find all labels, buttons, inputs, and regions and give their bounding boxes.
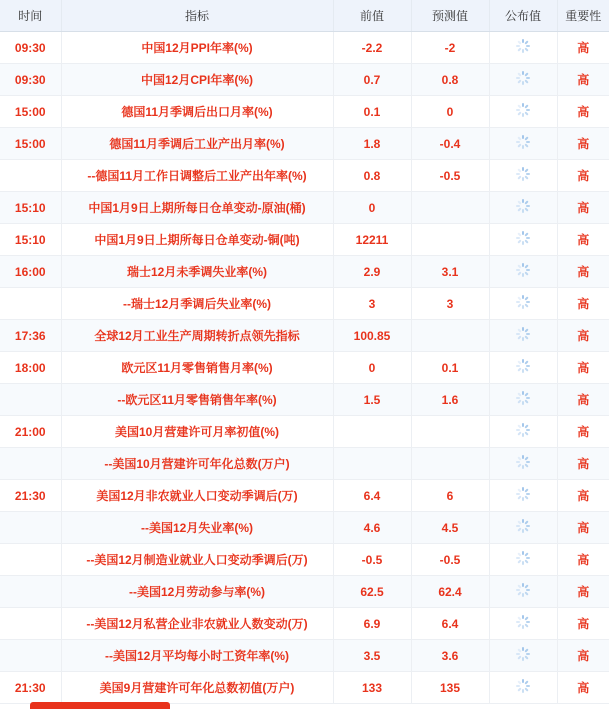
cell-forecast-value: 6 xyxy=(411,480,489,512)
cell-forecast-value: 1.6 xyxy=(411,384,489,416)
loading-spinner-icon xyxy=(516,327,530,341)
cell-forecast-value xyxy=(411,416,489,448)
cell-time: 15:00 xyxy=(0,96,61,128)
cell-time: 16:00 xyxy=(0,256,61,288)
cell-previous-value xyxy=(333,448,411,480)
column-header-time: 时间 xyxy=(0,0,61,32)
cell-previous-value: 0 xyxy=(333,352,411,384)
cell-actual-value xyxy=(489,576,557,608)
cell-importance: 高 xyxy=(557,64,609,96)
cell-forecast-value: 3.6 xyxy=(411,640,489,672)
loading-spinner-icon xyxy=(516,39,530,53)
cell-forecast-value: -0.5 xyxy=(411,544,489,576)
cell-importance: 高 xyxy=(557,672,609,704)
cell-forecast-value: 6.4 xyxy=(411,608,489,640)
table-row[interactable] xyxy=(0,320,609,352)
cell-importance: 高 xyxy=(557,320,609,352)
loading-spinner-icon xyxy=(516,647,530,661)
cell-actual-value xyxy=(489,64,557,96)
cell-forecast-value: 3 xyxy=(411,288,489,320)
cell-importance: 高 xyxy=(557,288,609,320)
cell-time xyxy=(0,288,61,320)
table-row[interactable] xyxy=(0,480,609,512)
cell-indicator-name[interactable]: 美国10月营建许可月率初值(%) xyxy=(61,416,333,448)
loading-spinner-icon xyxy=(516,583,530,597)
cell-time: 09:30 xyxy=(0,64,61,96)
table-row[interactable] xyxy=(0,192,609,224)
loading-spinner-icon xyxy=(516,295,530,309)
table-row[interactable] xyxy=(0,416,609,448)
cell-actual-value xyxy=(489,544,557,576)
column-header-previous: 前值 xyxy=(333,0,411,32)
cell-forecast-value xyxy=(411,224,489,256)
cell-time: 09:30 xyxy=(0,32,61,64)
cell-importance: 高 xyxy=(557,608,609,640)
cell-actual-value xyxy=(489,192,557,224)
cell-indicator-name[interactable]: 美国12月非农就业人口变动季调后(万) xyxy=(61,480,333,512)
cell-previous-value: 2.9 xyxy=(333,256,411,288)
loading-spinner-icon xyxy=(516,519,530,533)
cell-time xyxy=(0,512,61,544)
cell-indicator-name[interactable]: 瑞士12月未季调失业率(%) xyxy=(61,256,333,288)
cell-importance: 高 xyxy=(557,256,609,288)
loading-spinner-icon xyxy=(516,455,530,469)
cell-indicator-name[interactable]: 欧元区11月零售销售月率(%) xyxy=(61,352,333,384)
cell-forecast-value: -0.4 xyxy=(411,128,489,160)
cell-previous-value: 0.1 xyxy=(333,96,411,128)
loading-spinner-icon xyxy=(516,103,530,117)
cell-actual-value xyxy=(489,224,557,256)
cell-actual-value xyxy=(489,608,557,640)
cell-forecast-value: 0 xyxy=(411,96,489,128)
cell-time: 15:10 xyxy=(0,192,61,224)
cell-indicator-name[interactable]: --美国10月营建许可年化总数(万户) xyxy=(61,448,333,480)
cell-previous-value: 0.7 xyxy=(333,64,411,96)
loading-spinner-icon xyxy=(516,231,530,245)
cell-actual-value xyxy=(489,512,557,544)
cell-forecast-value: -0.5 xyxy=(411,160,489,192)
cell-previous-value: 0 xyxy=(333,192,411,224)
cell-previous-value: -2.2 xyxy=(333,32,411,64)
column-header-forecast: 预测值 xyxy=(411,0,489,32)
cell-time xyxy=(0,576,61,608)
cell-previous-value: 0.8 xyxy=(333,160,411,192)
column-header-importance: 重要性 xyxy=(557,0,609,32)
table-row[interactable] xyxy=(0,544,609,576)
loading-spinner-icon xyxy=(516,615,530,629)
table-row[interactable] xyxy=(0,160,609,192)
cell-time xyxy=(0,448,61,480)
cell-time xyxy=(0,608,61,640)
loading-spinner-icon xyxy=(516,199,530,213)
cell-importance: 高 xyxy=(557,544,609,576)
cell-actual-value xyxy=(489,128,557,160)
table-row[interactable] xyxy=(0,256,609,288)
cell-previous-value: 4.6 xyxy=(333,512,411,544)
cell-indicator-name[interactable]: 中国1月9日上期所每日仓单变动-原油(桶) xyxy=(61,192,333,224)
cell-importance: 高 xyxy=(557,128,609,160)
cell-forecast-value: 4.5 xyxy=(411,512,489,544)
cell-indicator-name[interactable]: --美国12月制造业就业人口变动季调后(万) xyxy=(61,544,333,576)
loading-spinner-icon xyxy=(516,487,530,501)
cell-actual-value xyxy=(489,256,557,288)
cell-actual-value xyxy=(489,384,557,416)
bottom-partial-banner xyxy=(0,702,609,709)
cell-time xyxy=(0,640,61,672)
cell-actual-value xyxy=(489,448,557,480)
loading-spinner-icon xyxy=(516,679,530,693)
loading-spinner-icon xyxy=(516,263,530,277)
column-header-actual: 公布值 xyxy=(489,0,557,32)
cell-previous-value: 133 xyxy=(333,672,411,704)
cell-indicator-name[interactable]: 德国11月季调后工业产出月率(%) xyxy=(61,128,333,160)
cell-indicator-name[interactable]: --瑞士12月季调后失业率(%) xyxy=(61,288,333,320)
table-row[interactable] xyxy=(0,128,609,160)
cell-actual-value xyxy=(489,672,557,704)
cell-forecast-value xyxy=(411,320,489,352)
cell-time: 21:30 xyxy=(0,672,61,704)
cell-indicator-name[interactable]: 中国1月9日上期所每日仓单变动-铜(吨) xyxy=(61,224,333,256)
cell-previous-value: 1.5 xyxy=(333,384,411,416)
table-row[interactable] xyxy=(0,224,609,256)
cell-previous-value: 1.8 xyxy=(333,128,411,160)
loading-spinner-icon xyxy=(516,71,530,85)
table-row[interactable] xyxy=(0,672,609,704)
cell-indicator-name[interactable]: 中国12月PPI年率(%) xyxy=(61,32,333,64)
cell-forecast-value: 135 xyxy=(411,672,489,704)
cell-indicator-name[interactable]: --美国12月私营企业非农就业人数变动(万) xyxy=(61,608,333,640)
table-row[interactable] xyxy=(0,448,609,480)
cell-forecast-value: 0.8 xyxy=(411,64,489,96)
cell-forecast-value xyxy=(411,448,489,480)
cell-importance: 高 xyxy=(557,416,609,448)
cell-forecast-value xyxy=(411,192,489,224)
cell-actual-value xyxy=(489,640,557,672)
cell-indicator-name[interactable]: --德国11月工作日调整后工业产出年率(%) xyxy=(61,160,333,192)
cell-indicator-name[interactable]: 中国12月CPI年率(%) xyxy=(61,64,333,96)
cell-actual-value xyxy=(489,480,557,512)
column-header-indicator: 指标 xyxy=(61,0,333,32)
cell-importance: 高 xyxy=(557,384,609,416)
cell-indicator-name[interactable]: --美国12月劳动参与率(%) xyxy=(61,576,333,608)
banner-bar xyxy=(30,702,170,709)
cell-time xyxy=(0,160,61,192)
cell-indicator-name[interactable]: 德国11月季调后出口月率(%) xyxy=(61,96,333,128)
loading-spinner-icon xyxy=(516,391,530,405)
table-row[interactable] xyxy=(0,352,609,384)
cell-actual-value xyxy=(489,320,557,352)
cell-importance: 高 xyxy=(557,96,609,128)
cell-importance: 高 xyxy=(557,224,609,256)
loading-spinner-icon xyxy=(516,359,530,373)
cell-previous-value xyxy=(333,416,411,448)
cell-previous-value: 6.9 xyxy=(333,608,411,640)
cell-actual-value xyxy=(489,288,557,320)
cell-previous-value: 3 xyxy=(333,288,411,320)
cell-indicator-name[interactable]: --美国12月失业率(%) xyxy=(61,512,333,544)
cell-indicator-name[interactable]: 全球12月工业生产周期转折点领先指标 xyxy=(61,320,333,352)
cell-importance: 高 xyxy=(557,352,609,384)
cell-indicator-name[interactable]: 美国9月营建许可年化总数初值(万户) xyxy=(61,672,333,704)
cell-importance: 高 xyxy=(557,192,609,224)
loading-spinner-icon xyxy=(516,167,530,181)
cell-importance: 高 xyxy=(557,448,609,480)
cell-importance: 高 xyxy=(557,640,609,672)
cell-indicator-name[interactable]: --美国12月平均每小时工资年率(%) xyxy=(61,640,333,672)
table-row[interactable] xyxy=(0,96,609,128)
cell-time: 18:00 xyxy=(0,352,61,384)
cell-importance: 高 xyxy=(557,160,609,192)
cell-time: 17:36 xyxy=(0,320,61,352)
cell-forecast-value: 3.1 xyxy=(411,256,489,288)
cell-time xyxy=(0,384,61,416)
table-row[interactable] xyxy=(0,288,609,320)
cell-importance: 高 xyxy=(557,512,609,544)
cell-time: 21:30 xyxy=(0,480,61,512)
table-row[interactable] xyxy=(0,576,609,608)
table-row[interactable] xyxy=(0,640,609,672)
cell-forecast-value: 62.4 xyxy=(411,576,489,608)
loading-spinner-icon xyxy=(516,551,530,565)
cell-time: 15:00 xyxy=(0,128,61,160)
cell-previous-value: 12211 xyxy=(333,224,411,256)
cell-forecast-value: -2 xyxy=(411,32,489,64)
cell-importance: 高 xyxy=(557,576,609,608)
cell-time xyxy=(0,544,61,576)
table-row[interactable] xyxy=(0,512,609,544)
cell-actual-value xyxy=(489,416,557,448)
cell-time: 21:00 xyxy=(0,416,61,448)
cell-time: 15:10 xyxy=(0,224,61,256)
table-row[interactable] xyxy=(0,64,609,96)
table-header-row xyxy=(0,0,609,32)
loading-spinner-icon xyxy=(516,423,530,437)
cell-importance: 高 xyxy=(557,32,609,64)
table-row[interactable] xyxy=(0,32,609,64)
cell-previous-value: 100.85 xyxy=(333,320,411,352)
cell-importance: 高 xyxy=(557,480,609,512)
cell-previous-value: 3.5 xyxy=(333,640,411,672)
cell-indicator-name[interactable]: --欧元区11月零售销售年率(%) xyxy=(61,384,333,416)
table-row[interactable] xyxy=(0,608,609,640)
cell-previous-value: 6.4 xyxy=(333,480,411,512)
cell-forecast-value: 0.1 xyxy=(411,352,489,384)
loading-spinner-icon xyxy=(516,135,530,149)
cell-previous-value: -0.5 xyxy=(333,544,411,576)
cell-actual-value xyxy=(489,160,557,192)
cell-actual-value xyxy=(489,352,557,384)
cell-actual-value xyxy=(489,96,557,128)
cell-previous-value: 62.5 xyxy=(333,576,411,608)
cell-actual-value xyxy=(489,32,557,64)
table-row[interactable] xyxy=(0,384,609,416)
